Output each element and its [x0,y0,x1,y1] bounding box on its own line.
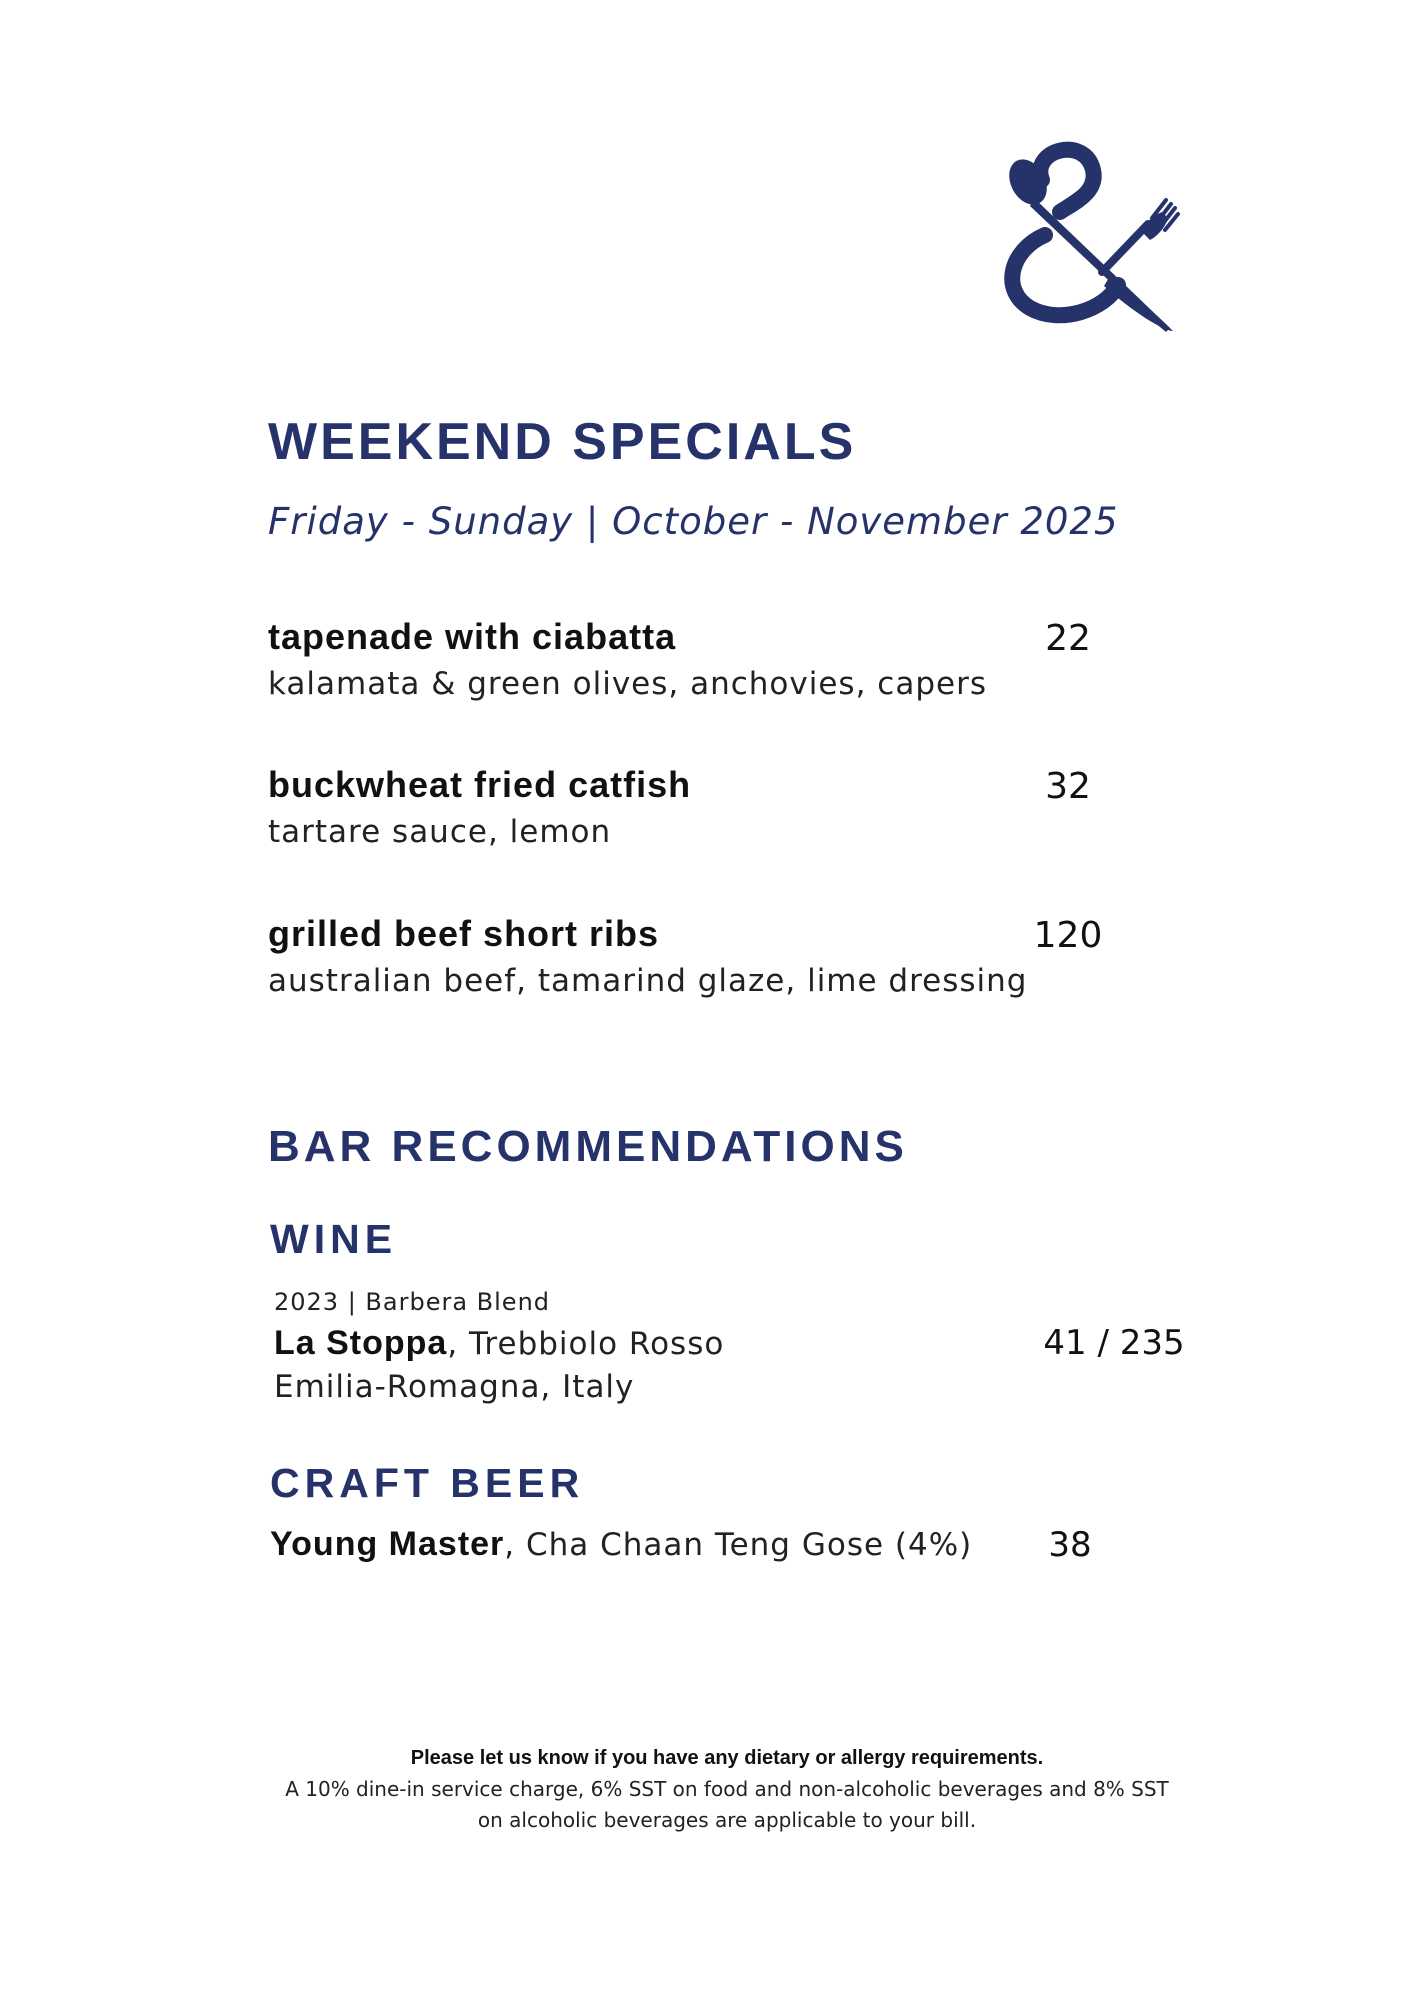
footer-notice [257,1747,1197,1836]
menu-item [268,616,1168,702]
menu-item-name: buckwheat fried catfish [268,764,692,805]
beer-entry [270,1525,1170,1564]
wine-heading: WINE [270,1216,398,1262]
dietary-notice: Please let us know if you have any dietary or allergy requirements. [410,1747,1044,1769]
wine-producer: La Stoppa [274,1324,448,1362]
menu-item-name: tapenade with ciabatta [268,616,677,657]
wine-region: Emilia-Romagna, Italy [274,1369,635,1405]
page-subtitle: Friday - Sunday | October - November 2025 [268,500,1119,543]
menu-item-description: australian beef, tamarind glaze, lime dressing [268,963,1028,999]
menu-item-price: 22 [1045,618,1091,659]
menu-item-price: 120 [1033,915,1103,956]
wine-vintage: 2023 | Barbera Blend [274,1288,551,1316]
wine-entry [274,1288,1234,1405]
menu-item [268,913,1168,999]
service-charge-notice [257,1774,1197,1836]
menu-item-description: kalamata & green olives, anchovies, capers [268,666,987,702]
craft-beer-heading: CRAFT BEER [270,1460,585,1506]
menu-item-name: grilled beef short ribs [268,913,660,954]
menu-item-price: 32 [1045,766,1091,807]
ampersand-utensils-logo-icon [990,140,1180,340]
menu-item [268,764,1168,850]
beer-price: 38 [1048,1525,1092,1565]
service-charge-line: A 10% dine-in service charge, 6% SST on food and non-alcoholic beverages and 8% SST [285,1777,1169,1801]
bar-section-title: BAR RECOMMENDATIONS [268,1122,908,1171]
menu-item-description: tartare sauce, lemon [268,814,612,850]
wine-name: , Trebbiolo Rosso [447,1326,725,1362]
service-charge-line: on alcoholic beverages are applicable to your bill. [477,1808,977,1832]
beer-brewer: Young Master [270,1525,505,1563]
wine-price: 41 / 235 [1043,1323,1185,1363]
beer-name: , Cha Chaan Teng Gose (4%) [504,1527,973,1563]
page-title: WEEKEND SPECIALS [268,413,857,471]
